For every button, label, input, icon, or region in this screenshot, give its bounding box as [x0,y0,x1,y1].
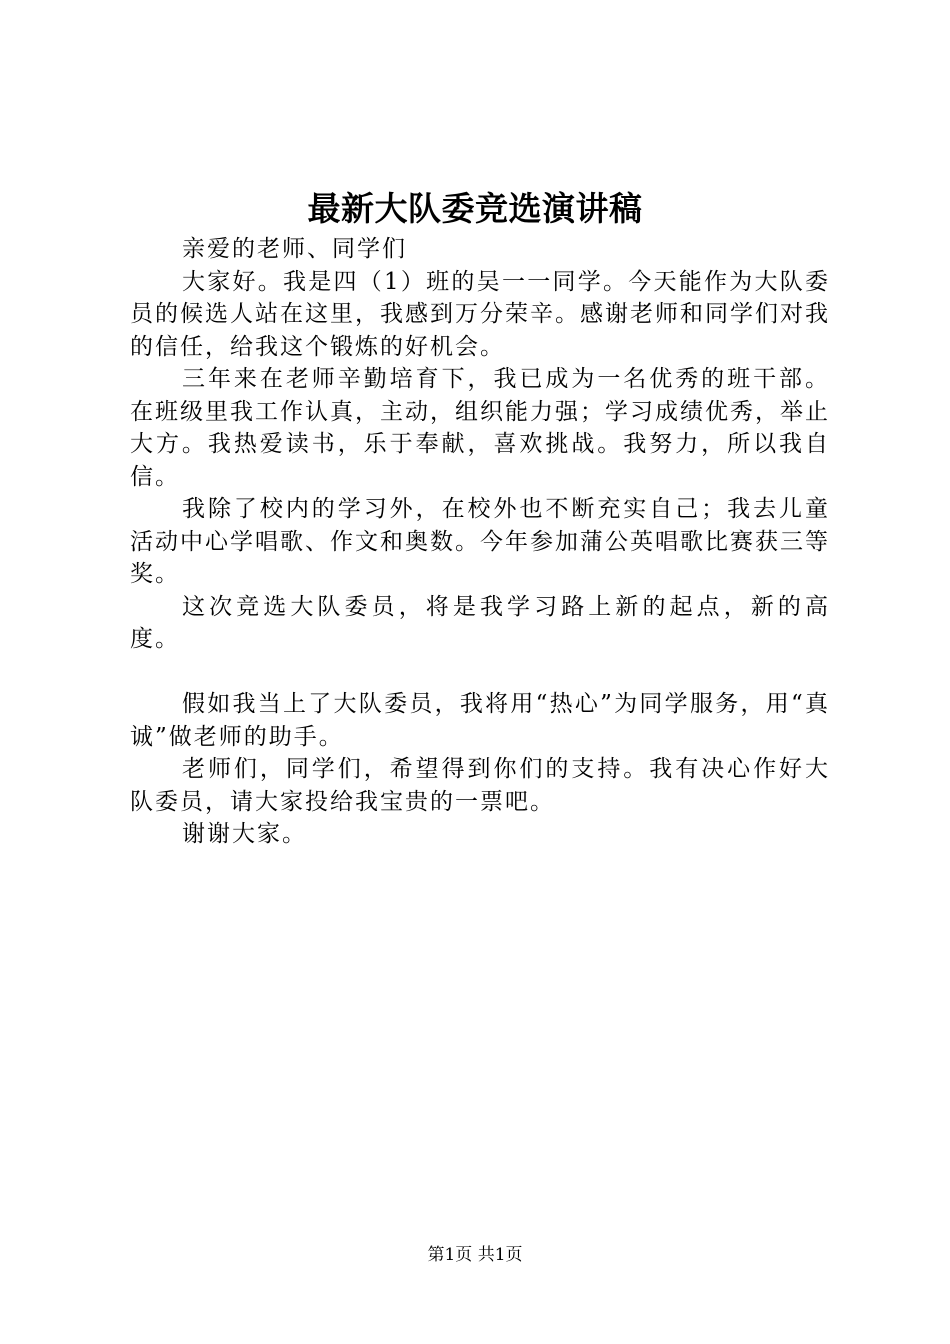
paragraph-introduction: 大家好。我是四（1）班的吴一一同学。今天能作为大队委员的候选人站在这里，我感到万分荣辛。感谢老师和同学们对我的信任，给我这个锻炼的好机会。 [130,268,830,360]
paragraph-promise: 假如我当上了大队委员，我将用“热心”为同学服务，用“真诚”做老师的助手。 [130,691,830,750]
closing-thanks: 谢谢大家。 [182,821,307,847]
document-body [130,233,830,851]
salutation: 亲爱的老师、同学们 [182,236,407,262]
document-title: 最新大队委竞选演讲稿 [307,189,643,228]
paragraph-appeal: 老师们，同学们，希望得到你们的支持。我有决心作好大队委员，请大家投给我宝贵的一票吧。 [130,756,830,815]
page-number-footer: 第1页 共1页 [427,1245,523,1265]
paragraph-activities: 我除了校内的学习外，在校外也不断充实自己；我去儿童活动中心学唱歌、作文和奥数。今年参加蒲公英唱歌比赛获三等奖。 [130,496,830,587]
paragraph-experience: 三年来在老师辛勤培育下，我已成为一名优秀的班干部。在班级里我工作认真，主动，组织能力强；学习成绩优秀，举止大方。我热爱读书，乐于奉献，喜欢挑战。我努力，所以我自信。 [130,366,830,490]
paragraph-new-start: 这次竞选大队委员，将是我学习路上新的起点，新的高度。 [130,593,830,652]
